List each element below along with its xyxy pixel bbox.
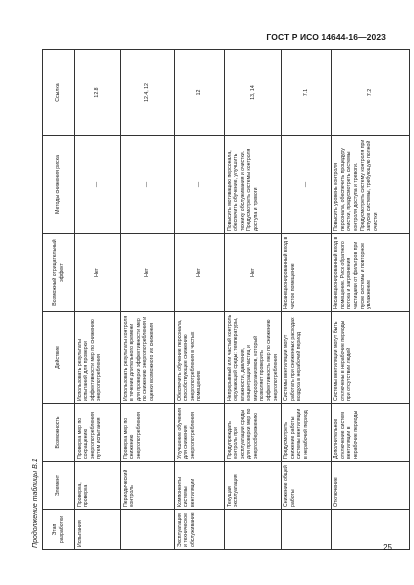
cell-effect: Несанкционированный вход в чистое помещение: [281, 234, 331, 312]
col-effect: Возможный отрицательный эффект: [43, 234, 75, 312]
cell-action: Системы вентиляции могут работать при сниженных расходах воздуха в нерабочий период: [281, 312, 331, 404]
col-element: Элемент: [43, 462, 75, 510]
cell-methods: Повысить мотивацию персонала, обеспечить обучение, улучшить технику обслуживания и очистки. Предусмотреть системы контроля доступа и тревоги: [225, 136, 282, 234]
cell-ref: 12.8: [75, 50, 121, 136]
cell-methods: —: [121, 136, 175, 234]
cell-action: Использовать результаты испытаний для проверки эффективности мер по снижению энергопотребления: [75, 312, 121, 404]
document-header: ГОСТ Р ИСО 14644-16—2023: [266, 32, 386, 42]
table-header-row: [43, 50, 75, 550]
cell-stage: [331, 510, 409, 550]
col-ref: Ссылка: [43, 50, 75, 136]
col-stage: Этап разработки: [43, 510, 75, 550]
cell-methods: —: [75, 136, 121, 234]
cell-possibility: Проверка мер по снижению энергопотребления: [121, 404, 175, 462]
cell-action: Непрерывный или частый контроль окружающей среды: температуры, влажности, давления, концентрации частиц и микроорганизмов, который позволяет проверить эффективность мер по снижению энергопотребления: [225, 312, 282, 404]
cell-ref: 7.2: [331, 50, 409, 136]
cell-methods: Повысить уровень контроля персонала, обеспечить процедуру очистки, предусмотреть системы контроля доступа и тревоги. Предусмотреть систему контроля при запуске системы, требующую полной очистки: [331, 136, 409, 234]
cell-effect: Нет: [175, 234, 225, 312]
table-row: [75, 50, 121, 550]
cell-stage: [121, 510, 175, 550]
cell-stage: Эксплуатация и техническое обслуживание: [175, 510, 225, 550]
cell-ref: 12.4, 12: [121, 50, 175, 136]
cell-effect: Несанкционированный вход в помещение. Риск обратного потока и загрязнения частицами от фильтров при пуске системы и повторное увлажнение: [331, 234, 409, 312]
cell-element: Отключение: [331, 462, 409, 510]
cell-possibility: Проверка мер по сокращению энергопотребления путем испытания: [75, 404, 121, 462]
col-possibility: Возможность: [43, 404, 75, 462]
cell-possibility: Дополнительное отключение систем вентиляции в нерабочие периоды: [331, 404, 409, 462]
cell-element: Снижение общей работы: [281, 462, 331, 510]
cell-possibility: Предупреждать контроль при эксплуатации среды для проверки мер по энергосбережению: [225, 404, 282, 462]
cell-action: Использовать результаты контроля в течение длительного времени для проверки эффективности мер по снижению энергопотребления и оценки возможного их снижения: [121, 312, 175, 404]
col-methods: Методы снижения риска: [43, 136, 75, 234]
cell-stage: Испытания: [75, 510, 121, 550]
cell-stage: [281, 510, 331, 550]
cell-element: Текущая эксплуатация: [225, 462, 282, 510]
rotated-table-block: [30, 50, 382, 550]
table-caption: Продолжение таблицы В.1: [32, 458, 39, 548]
table-row: [281, 50, 331, 550]
cell-effect: Нет: [75, 234, 121, 312]
cell-methods: —: [281, 136, 331, 234]
cell-element: Компоненты системы вентиляции: [175, 462, 225, 510]
cell-possibility: Улучшение обучения для снижения энергопотребления: [175, 404, 225, 462]
cell-element: Периодический контроль: [121, 462, 175, 510]
col-action: Действие: [43, 312, 75, 404]
cell-methods: —: [175, 136, 225, 234]
table-row: [331, 50, 409, 550]
cell-effect: Нет: [225, 234, 282, 312]
cell-action: Обеспечить обучение персонала, способствующее снижению энергопотребления в чистых помещениях: [175, 312, 225, 404]
table-row: [225, 50, 282, 550]
cell-action: Системы вентиляции могут быть отключены в нерабочие периоды при отсутствии людей: [331, 312, 409, 404]
cell-element: Проверка, проверка: [75, 462, 121, 510]
page-number: 25: [383, 543, 392, 552]
table-row: [121, 50, 175, 550]
cell-effect: Нет: [121, 234, 175, 312]
cell-ref: 12: [175, 50, 225, 136]
cell-ref: 7.1: [281, 50, 331, 136]
cell-ref: 13, 14: [225, 50, 282, 136]
risk-table: [42, 49, 410, 550]
cell-possibility: Предусмотреть снижение работы системы вентиляции в нерабочий период: [281, 404, 331, 462]
table-row: [175, 50, 225, 550]
cell-stage: [225, 510, 282, 550]
